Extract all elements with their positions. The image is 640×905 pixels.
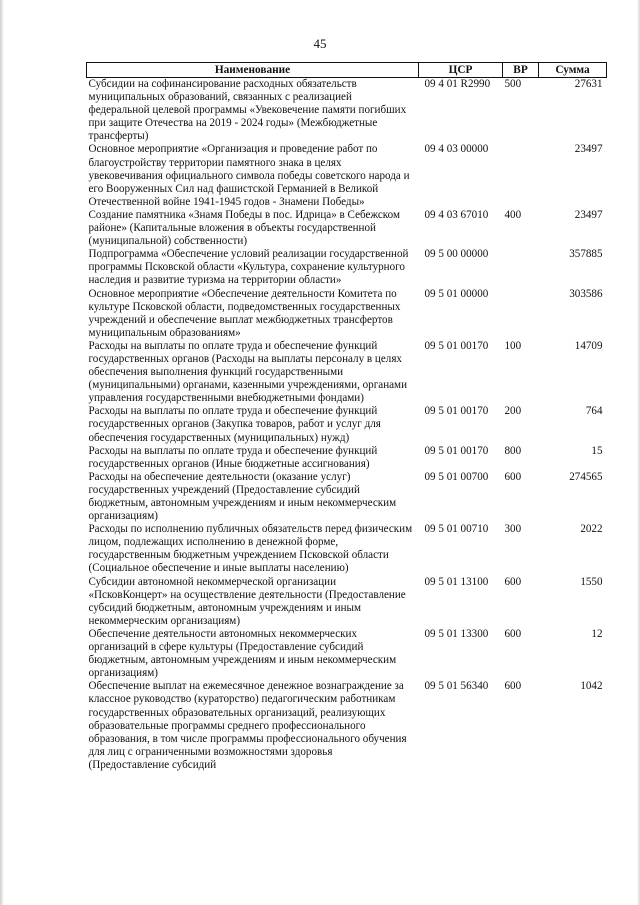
row-vr: 400	[504, 208, 522, 221]
row-name: Обеспечение выплат на ежемесячное денежное вознаграждение за классное руководство (кураторство) педагогическим работникам государственных образовательных организаций, реализующих образовательные программы среднего профессионального образования, в том числе программы профессионального обучения для лиц с ограниченными возможностями здоровья (Предоставление субсидий	[88, 680, 407, 771]
row-csr: 09 5 01 00700	[424, 470, 489, 483]
row-vr: 800	[504, 444, 522, 457]
budget-table	[86, 62, 607, 772]
row-sum: 2022	[580, 523, 603, 536]
row-name: Расходы на выплаты по оплате труда и обеспечение функций государственных органов (Расходы на выплаты персоналу в целях обеспечения выполнения функций государственными (муниципальными) органами, казенными учреждениями, органами управления государственными внебюджетными фондами)	[88, 339, 408, 405]
row-csr: 09 4 01 R2990	[419, 78, 503, 144]
row-vr: 600	[504, 627, 522, 640]
row-vr	[503, 288, 539, 340]
row-sum: 27631	[539, 78, 607, 144]
row-name: Субсидии автономной некоммерческой организации «ПсковКонцерт» на осуществление деятельности (Предоставление субсидий бюджетным, автономным учреждениям и иным некоммерческим организациям)	[88, 575, 406, 627]
row-name: Расходы на выплаты по оплате труда и обеспечение функций государственных органов (Иные бюджетные ассигнования)	[88, 444, 378, 470]
row-vr: 500	[503, 78, 539, 144]
row-sum: 1042	[580, 680, 603, 693]
row-vr	[503, 143, 539, 208]
header-csr: ЦСР	[419, 63, 503, 78]
row-name: Основное мероприятие «Организация и проведение работ по благоустройству территории памятного знака в целях увековечивания официального символа победы советского народа и его Вооруженных Сил над фашистской Германией в Великой Отечественной войне 1941-1945 годов - Знамени Победы»	[88, 143, 410, 208]
table-row	[87, 78, 607, 144]
row-csr: 09 4 03 00000	[424, 143, 489, 156]
row-sum: 357885	[569, 248, 603, 261]
table-row	[87, 340, 607, 405]
row-vr: 300	[504, 523, 522, 536]
row-vr: 600	[504, 470, 522, 483]
row-sum: 303586	[569, 287, 603, 300]
table-row	[87, 628, 607, 680]
row-vr: 100	[504, 339, 522, 352]
row-csr: 09 5 01 00170	[424, 444, 489, 457]
row-csr: 09 5 01 13300	[424, 627, 489, 640]
row-name: Основное мероприятие «Обеспечение деятельности Комитета по культуре Псковской области, подведомственных государственных учреждений и обеспечение выплат межбюджетных трансфертов муниципальным образованиям»	[88, 287, 401, 339]
page-number: 45	[313, 36, 327, 51]
row-csr: 09 5 01 00710	[424, 523, 489, 536]
row-csr: 09 5 01 13100	[424, 575, 489, 588]
table-header-row	[87, 63, 607, 78]
row-csr: 09 4 03 67010	[424, 208, 489, 221]
header-name: Наименование	[87, 63, 419, 78]
row-csr: 09 5 01 56340	[424, 680, 489, 693]
table-row	[87, 471, 607, 523]
row-sum: 14709	[574, 339, 603, 352]
row-vr: 600	[504, 680, 522, 693]
scan-edge-left	[0, 0, 4, 905]
row-csr: 09 5 00 00000	[424, 248, 489, 261]
row-name: Расходы на обеспечение деятельности (оказание услуг) государственных учреждений (Предоставление субсидий бюджетным, автономным учреждениям и иным некоммерческим организациям)	[88, 470, 397, 523]
row-vr: 600	[504, 575, 522, 588]
table-row	[87, 405, 607, 444]
row-sum: 23497	[574, 143, 603, 156]
row-sum: 23497	[574, 208, 603, 221]
row-sum: 274565	[569, 470, 603, 483]
row-sum: 15	[591, 444, 603, 457]
table-row	[87, 248, 607, 287]
row-sum: 764	[585, 405, 603, 418]
row-csr: 09 5 01 00170	[424, 405, 489, 418]
table-row	[87, 143, 607, 208]
row-name: Создание памятника «Знамя Победы в пос. Идрица» в Себежском районе» (Капитальные вложения в объекты государственной (муниципальной) собственности)	[88, 208, 400, 248]
row-sum: 1550	[580, 575, 603, 588]
row-vr	[503, 248, 539, 287]
row-vr: 200	[504, 405, 522, 418]
header-sum: Сумма	[539, 63, 607, 78]
row-name: Расходы по исполнению публичных обязательств перед физическим лицом, подлежащих исполнению в денежной форме, государственным бюджетным учреждением Псковской области (Социальное обеспечение и иные выплаты населению)	[88, 523, 413, 575]
row-sum: 12	[591, 627, 603, 640]
table-row	[87, 523, 607, 575]
table-row	[87, 680, 607, 772]
table-row	[87, 445, 607, 471]
table-row	[87, 209, 607, 248]
row-name: Обеспечение деятельности автономных некоммерческих организаций в сфере культуры (Предоставление субсидий бюджетным, автономным учреждениям и иным некоммерческим организациям)	[88, 627, 397, 680]
header-vr: ВР	[503, 63, 539, 78]
row-name: Расходы на выплаты по оплате труда и обеспечение функций государственных органов (Закупка товаров, работ и услуг для обеспечения государственных (муниципальных) нужд)	[88, 405, 381, 444]
row-csr: 09 5 01 00000	[424, 287, 489, 300]
row-name: Подпрограмма «Обеспечение условий реализации государственной программы Псковской области «Культура, сохранение культурного наследия и развитие туризма на территории области»	[88, 248, 409, 287]
row-csr: 09 5 01 00170	[424, 339, 489, 352]
table-row	[87, 576, 607, 628]
table-row	[87, 288, 607, 340]
row-name: Субсидии на софинансирование расходных обязательств муниципальных образований, связанных с реализацией федеральной целевой программы «Увековечение памяти погибших при защите Отечества на 2019 - 2024 годы» (Межбюджетные трансферты)	[87, 78, 419, 144]
